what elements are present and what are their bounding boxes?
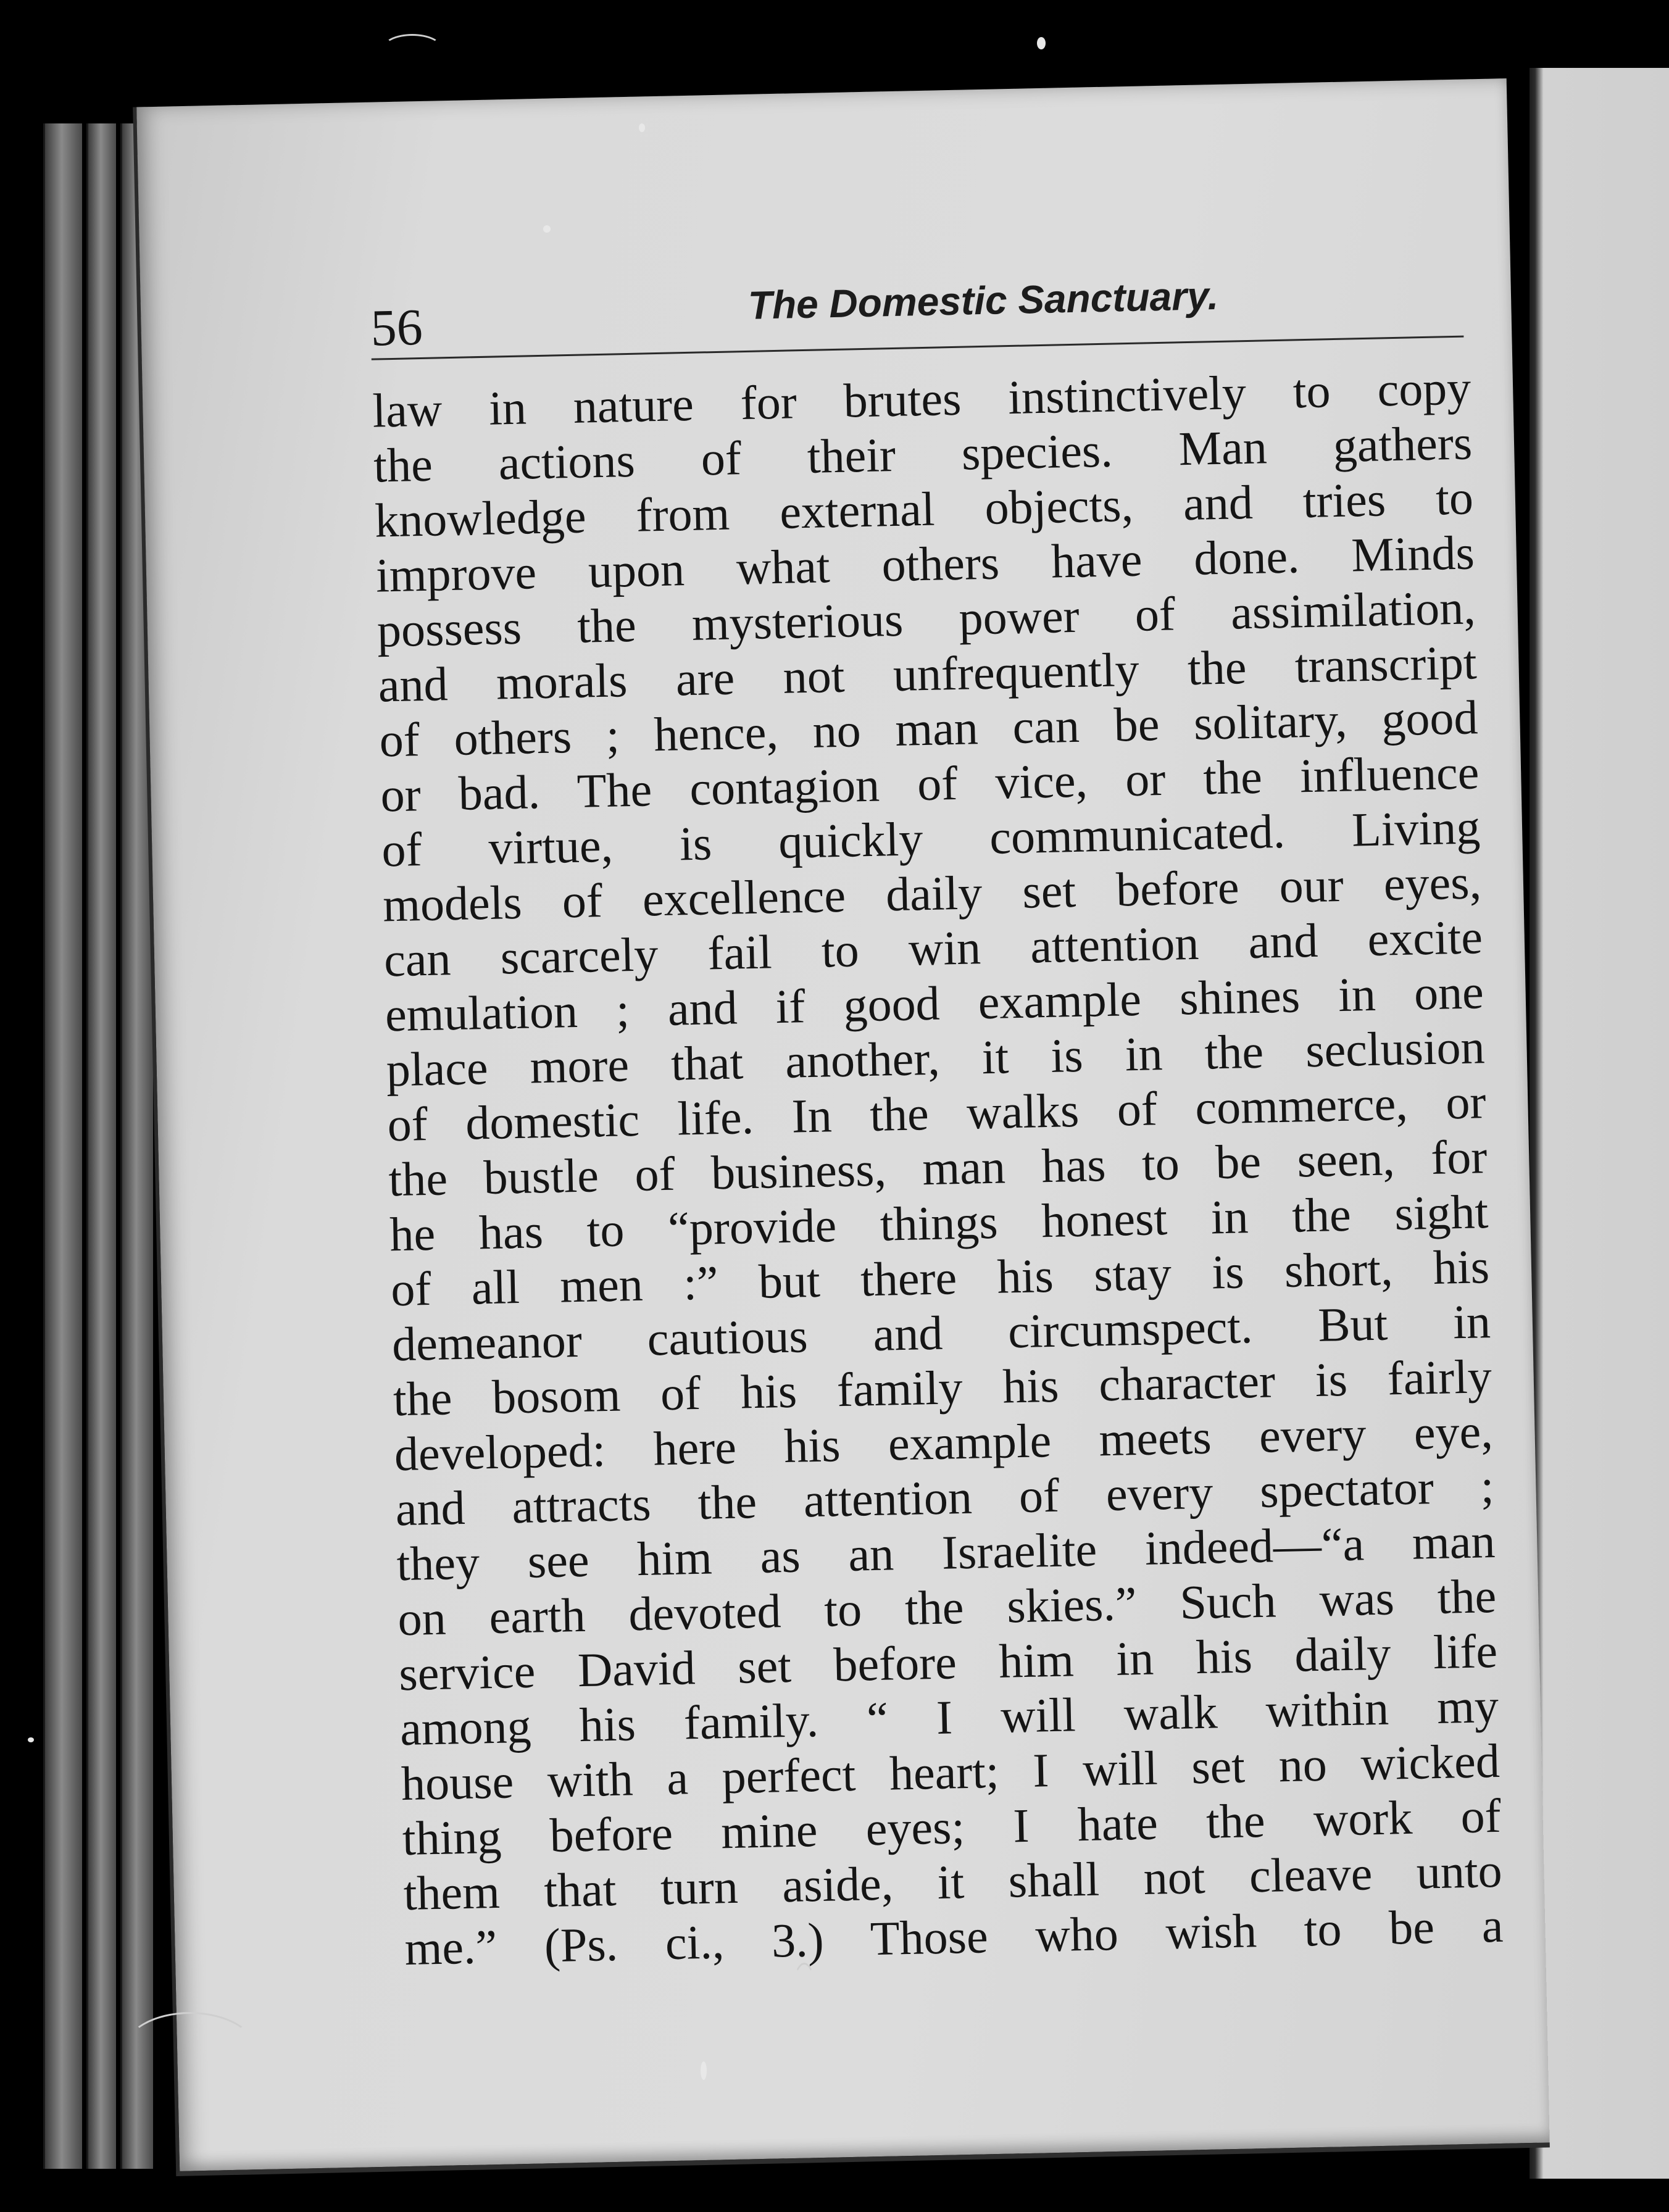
text-line: or bad. The contagion of vice, or the influence xyxy=(380,745,1480,822)
film-scratch xyxy=(123,2012,257,2090)
film-speck xyxy=(28,1737,34,1742)
text-line: of virtue, is quickly communicated. Living xyxy=(381,800,1481,877)
text-line: they see him as an Israelite indeed—“a man xyxy=(396,1513,1496,1591)
text-line: knowledge from external objects, and tries to xyxy=(374,470,1474,547)
film-scratch xyxy=(383,34,442,62)
text-line: emulation ; and if good example shines in one xyxy=(385,965,1484,1042)
text-line: improve upon what others have done. Minds xyxy=(375,525,1475,602)
book-page xyxy=(133,78,1550,2176)
text-line: of all men :” but there his stay is short, his xyxy=(390,1239,1490,1316)
text-line: thing before mine eyes; I hate the work of xyxy=(402,1788,1502,1866)
running-title: The Domestic Sanctuary. xyxy=(747,273,1219,328)
text-line: he has to “provide things honest in the sight xyxy=(389,1184,1489,1262)
text-line: the bustle of business, man has to be seen, for xyxy=(388,1129,1488,1207)
text-line: them that turn aside, it shall not cleave unto xyxy=(402,1843,1503,1921)
page-edge-stack xyxy=(86,123,116,2169)
text-line: law in nature for brutes instinctively to copy xyxy=(372,360,1472,438)
header-rule xyxy=(372,336,1464,360)
text-line: of domestic life. In the walks of commerce, or xyxy=(386,1075,1487,1152)
text-line: possess the mysterious power of assimilation, xyxy=(377,580,1476,657)
text-line: on earth devoted to the skies.” Such was the xyxy=(397,1568,1497,1646)
page-number: 56 xyxy=(370,298,423,357)
film-scratch xyxy=(790,1963,818,2053)
page-edge-stack xyxy=(43,123,82,2169)
film-speck xyxy=(701,2061,707,2080)
text-line: developed: here his example meets every eye, xyxy=(394,1404,1494,1481)
text-line: service David set before him in his daily life xyxy=(398,1623,1498,1701)
body-text xyxy=(372,360,1504,1976)
text-line: the actions of their species. Man gathers xyxy=(373,415,1473,493)
text-line: demeanor cautious and circumspect. But in xyxy=(391,1294,1491,1371)
text-line: can scarcely fail to win attention and excite xyxy=(383,910,1483,987)
text-line: of others ; hence, no man can be solitary, good xyxy=(378,690,1479,767)
text-line: models of excellence daily set before our eyes, xyxy=(382,855,1482,932)
text-line: and attracts the attention of every spectator ; xyxy=(394,1458,1495,1536)
text-line: and morals are not unfrequently the transcript xyxy=(377,635,1478,712)
text-line: house with a perfect heart; I will set no wicked xyxy=(401,1733,1500,1811)
text-line: me.” (Ps. ci., 3.) Those who wish to be a xyxy=(404,1898,1504,1976)
film-speck xyxy=(639,123,645,132)
facing-page-edge xyxy=(1530,68,1669,2179)
text-line: among his family. “ I will walk within my xyxy=(399,1678,1499,1756)
text-line: place more that another, it is in the seclusion xyxy=(385,1020,1486,1097)
film-speck xyxy=(543,225,551,233)
film-speck xyxy=(1037,37,1046,49)
text-line: the bosom of his family his character is fairly xyxy=(393,1349,1492,1426)
